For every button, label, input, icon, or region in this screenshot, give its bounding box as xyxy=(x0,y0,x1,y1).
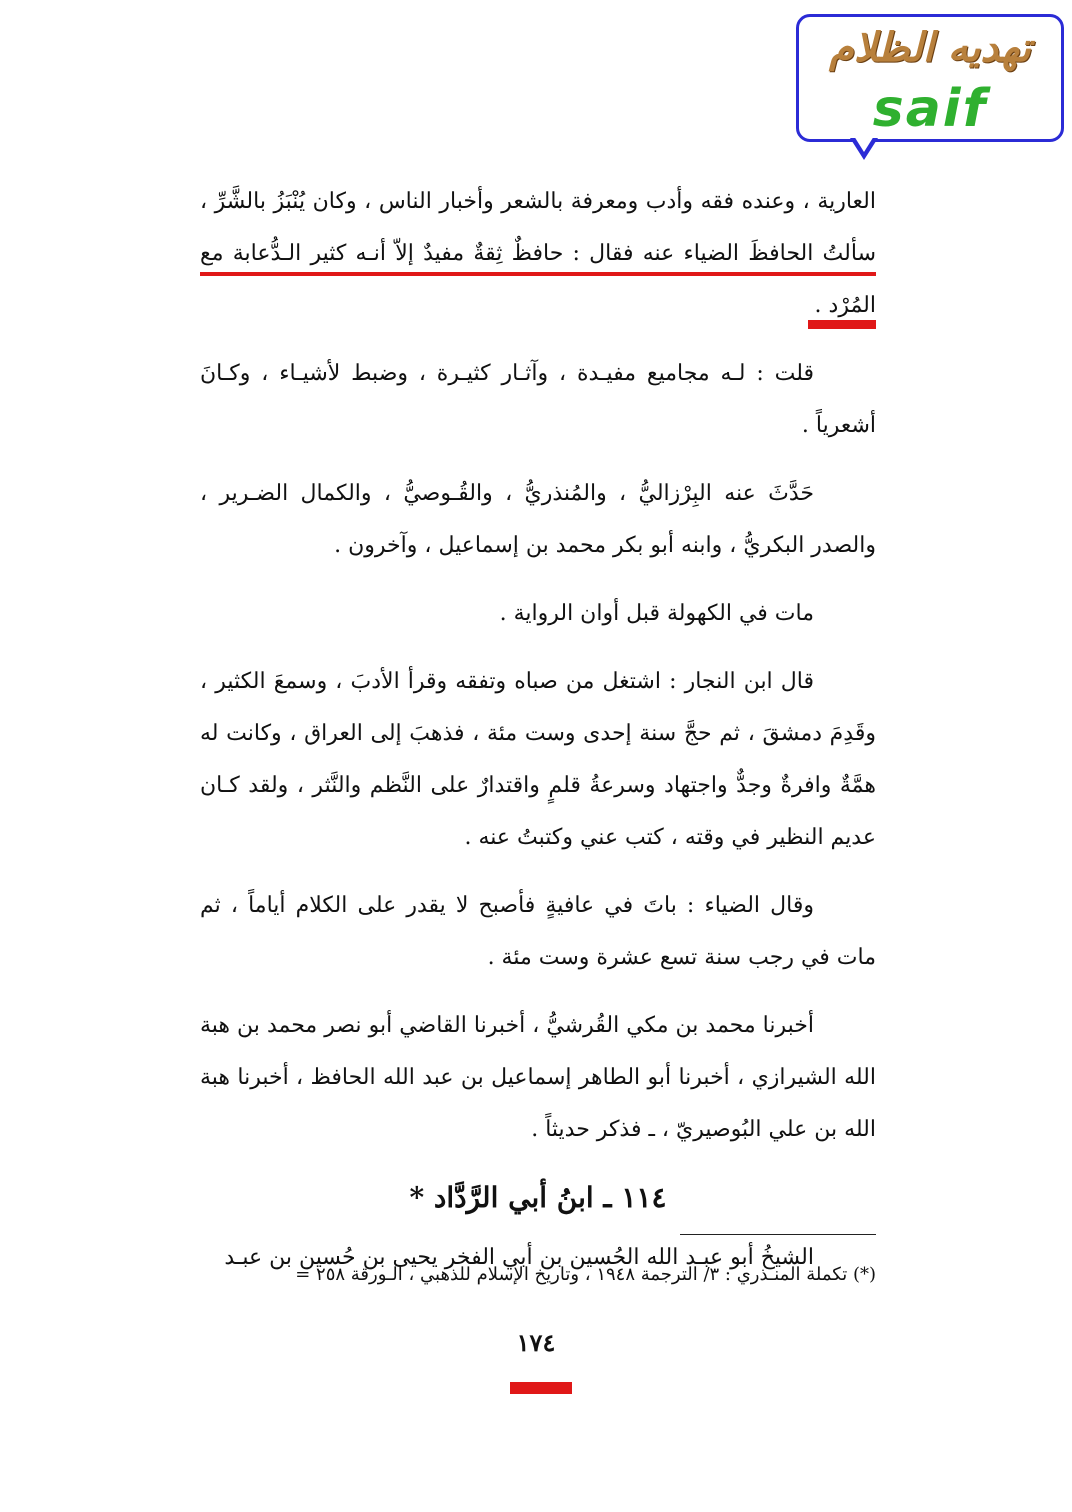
highlighted-line: سألتُ الحافظَ الضياء عنه فقال : حافظٌ ثِقةٌ مفيدٌ إلاّ أنـه كثير الـدُّعابة مع xyxy=(200,241,876,276)
footnote-divider xyxy=(680,1234,876,1235)
paragraph-1-line-1: العارية ، وعنده فقه وأدب ومعرفة بالشعر وأخبار الناس ، وكان يُنْبَزُ بالشَّرِّ ، xyxy=(200,189,876,214)
paragraph-1 xyxy=(200,176,876,332)
page-number: ١٧٤ xyxy=(516,1328,556,1357)
page-body xyxy=(200,176,876,1300)
watermark-tail-inner xyxy=(854,136,874,152)
red-page-mark xyxy=(510,1382,572,1394)
paragraph-6: وقال الضياء : باتَ في عافيةٍ فأصبح لا يقدر على الكلام أياماً ، ثم مات في رجب سنة تسع عشرة وست مئة . xyxy=(200,893,876,970)
watermark-arabic-text: تهديه الظلام xyxy=(829,25,1031,71)
paragraph-3: حَدَّثَ عنه البِرْزاليُّ ، والمُنذريُّ ، والقُـوصيُّ ، والكمال الضـرير ، والصدر البكريُّ ، وابنه أبو بكر محمد بن إسماعيل ، وآخرون . xyxy=(200,481,876,558)
paragraph-8: الشيخُ أبو عبـد الله الحُسين بن أبي الفخر يحيى بن حُسين بن عبـد xyxy=(224,1245,814,1270)
paragraph-4: مات في الكهولة قبل أوان الرواية . xyxy=(499,601,814,626)
red-underline-mark xyxy=(808,320,876,329)
watermark-latin-text: saif xyxy=(872,79,988,139)
footnote: (*) تكملة المنـذري : ٣/ الترجمة ١٩٤٨ ، وتاريخ الإسلام للذهبي ، الـورقة ٢٥٨ = xyxy=(295,1264,876,1285)
paragraph-2: قلت : لـه مجاميع مفيـدة ، وآثـار كثيـرة ، وضبط لأشيـاء ، وكـانَ أشعرياً . xyxy=(200,361,876,438)
paragraph-5: قال ابن النجار : اشتغل من صباه وتفقه وقرأ الأدبَ ، وسمعَ الكثير ، وقَدِمَ دمشقَ ، ثم حجَّ سنة إحدى وست مئة ، فذهبَ إلى العراق ، وكانت له همَّةٌ وافرةٌ وجدٌّ واجتهاد وسرعةُ قلمٍ واقتدارٌ على النَّظم والنَّثر ، ولقد كـان عديم النظير في وقته ، كتب عني وكتبتُ عنه . xyxy=(200,669,876,850)
section-title: ١١٤ ـ ابنُ أبي الرَّدَّاد * xyxy=(409,1181,667,1214)
paragraph-7: أخبرنا محمد بن مكي القُرشيُّ ، أخبرنا القاضي أبو نصر محمد بن هبة الله الشيرازي ، أخبرنا أبو الطاهر إسماعيل بن عبد الله الحافظ ، أخبرنا هبة الله بن علي البُوصيريّ ، ـ فذكر حديثاً . xyxy=(200,1013,876,1142)
paragraph-1-line-3: المُرْد . xyxy=(814,293,876,318)
watermark-stamp xyxy=(796,14,1064,142)
